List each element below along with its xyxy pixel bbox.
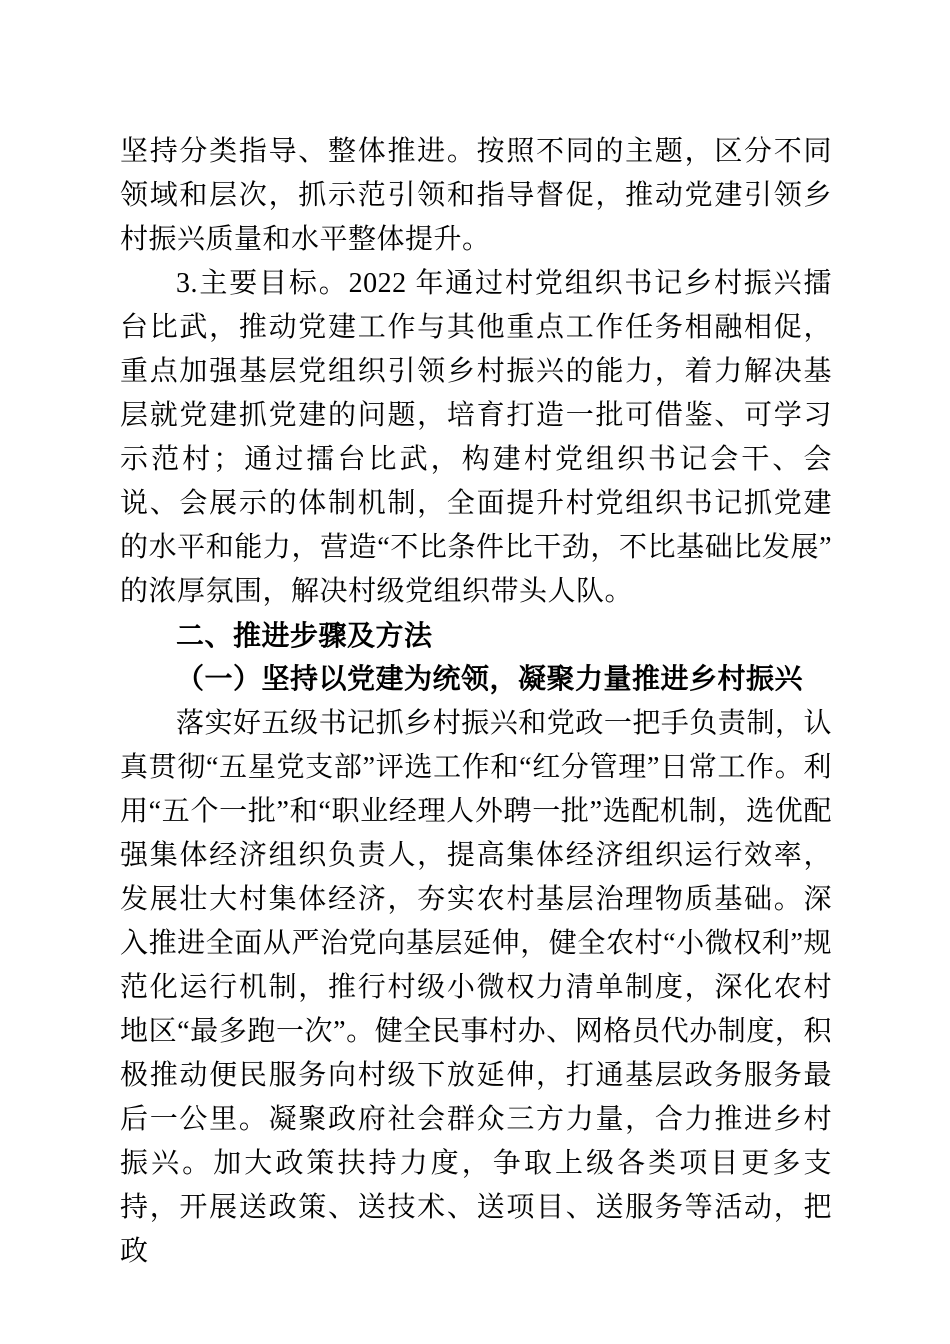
paragraph-main-goal: 3.主要目标。2022 年通过村党组织书记乡村振兴擂台比武，推动党建工作与其他重点工作任务相融相促，重点加强基层党组织引领乡村振兴的能力，着力解决基层就党建抓党建的问题，培育打造一批可借鉴、可学习示范村；通过擂台比武，构建村党组织书记会干、会说、会展示的体制机制，全面提升村党组织书记抓党建的水平和能力，营造“不比条件比干劲，不比基础比发展”的浓厚氛围，解决村级党组织带头人队。 [120, 268, 832, 607]
document-body [120, 130, 832, 1274]
section-heading: 二、推进步骤及方法 [176, 620, 433, 651]
paragraph-continuation: 坚持分类指导、整体推进。按照不同的主题，区分不同领域和层次，抓示范引领和指导督促，推动党建引领乡村振兴质量和水平整体提升。 [120, 136, 832, 255]
subsection-heading: （一）坚持以党建为统领，凝聚力量推进乡村振兴 [176, 664, 804, 695]
paragraph-implementation: 落实好五级书记抓乡村振兴和党政一把手负责制，认真贯彻“五星党支部”评选工作和“红分管理”日常工作。利用“五个一批”和“职业经理人外聘一批”选配机制，选优配强集体经济组织负责人，提高集体经济组织运行效率，发展壮大村集体经济，夯实农村基层治理物质基础。深入推进全面从严治党向基层延伸，健全农村“小微权利”规范化运行机制，推行村级小微权力清单制度，深化农村地区“最多跑一次”。健全民事村办、网格员代办制度，积极推动便民服务向村级下放延伸，打通基层政务服务最后一公里。凝聚政府社会群众三方力量，合力推进乡村振兴。加大政策扶持力度，争取上级各类项目更多支持，开展送政策、送技术、送项目、送服务等活动，把政 [120, 708, 832, 1267]
